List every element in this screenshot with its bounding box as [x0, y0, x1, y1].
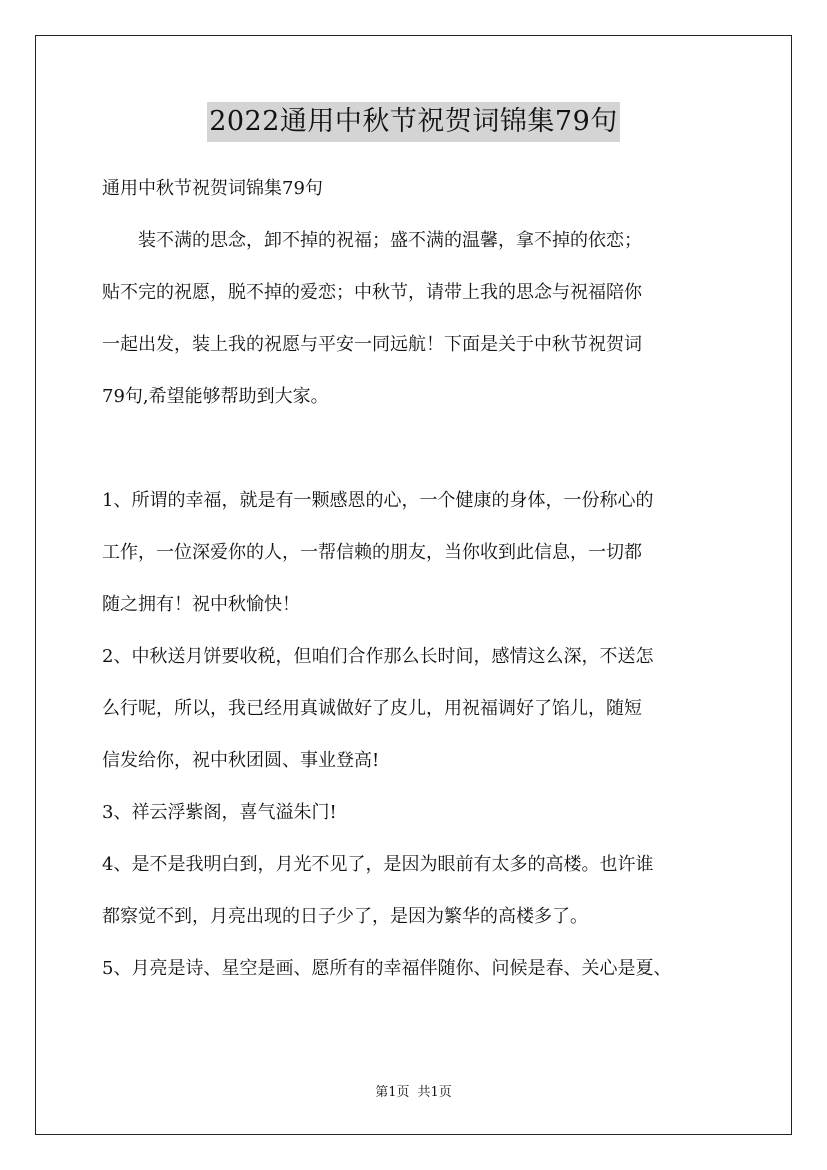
body-line: 么行呢，所以，我已经用真诚做好了皮儿，用祝福调好了馅儿，随短 [102, 698, 642, 719]
body-line: 工作，一位深爱你的人，一帮信赖的朋友，当你收到此信息，一切都 [102, 542, 642, 563]
body-line: 都察觉不到，月亮出现的日子少了，是因为繁华的高楼多了。 [102, 906, 588, 927]
document-subtitle: 通用中秋节祝贺词锦集79句 [102, 178, 323, 199]
intro-line: 一起出发，装上我的祝愿与平安一同远航！下面是关于中秋节祝贺词 [102, 334, 642, 355]
title-container [0, 102, 827, 142]
document-body [102, 175, 726, 1007]
page-footer [0, 1085, 827, 1101]
page-total: 共1页 [417, 1085, 452, 1100]
body-line: 4、是不是我明白到，月光不见了，是因为眼前有太多的高楼。也许谁 [102, 854, 654, 875]
intro-line: 79句,希望能够帮助到大家。 [102, 386, 329, 407]
intro-line: 贴不完的祝愿，脱不掉的爱恋；中秋节，请带上我的思念与祝福陪你 [102, 282, 642, 303]
document-title: 2022通用中秋节祝贺词锦集79句 [207, 102, 620, 142]
body-line: 3、祥云浮紫阁，喜气溢朱门! [102, 802, 337, 823]
body-line: 2、中秋送月饼要收税，但咱们合作那么长时间，感情这么深，不送怎 [102, 646, 654, 667]
body-line: 随之拥有！祝中秋愉快！ [102, 594, 300, 615]
body-line: 5、月亮是诗、星空是画、愿所有的幸福伴随你、问候是春、关心是夏、 [102, 958, 672, 979]
page-number: 第1页 [375, 1085, 410, 1100]
body-line: 信发给你，祝中秋团圆、事业登高! [102, 750, 380, 771]
body-line: 1、所谓的幸福，就是有一颗感恩的心，一个健康的身体，一份称心的 [102, 490, 654, 511]
intro-line: 装不满的思念，卸不掉的祝福；盛不满的温馨，拿不掉的依恋； [102, 230, 642, 251]
